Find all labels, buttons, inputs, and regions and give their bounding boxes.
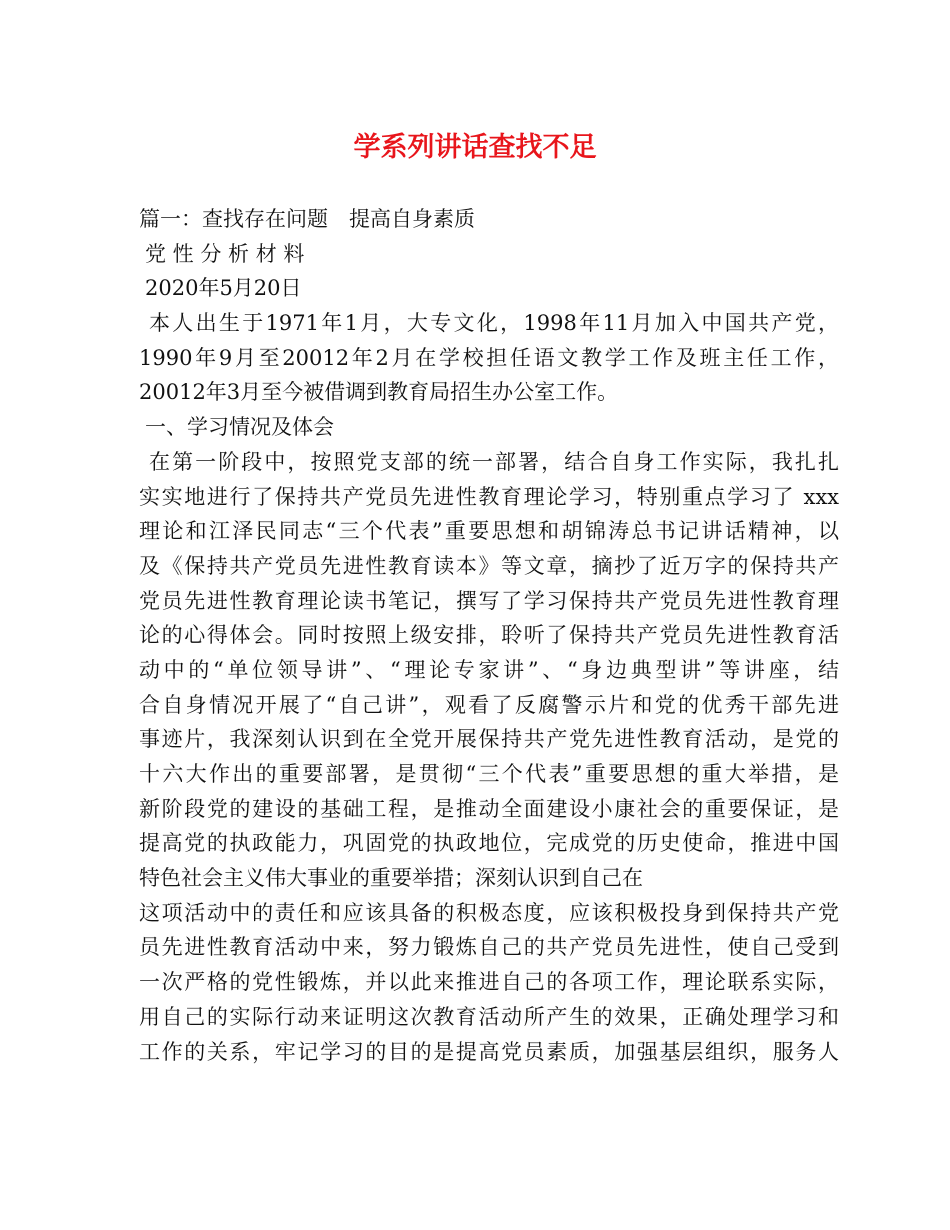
text-line: 本人出生于1971年1月，大专文化，1998年11月加入中国共产党， [149,311,839,336]
text-line: 一次严格的党性锻炼，并以此来推进自己的各项工作，理论联系实际， [139,970,839,995]
text-line: 篇一：查找存在问题 提高自身素质 [139,207,475,231]
text-line: 论的心得体会。同时按照上级安排，聆听了保持共产党员先进性教育活 [139,623,839,648]
text-line: 员先进性教育活动中来，努力锻炼自己的共产党员先进性，使自己受到 [139,935,839,960]
text-line: 实实地进行了保持共产党员先进性教育理论学习，特别重点学习了 xxx [139,484,839,509]
text-line: 用自己的实际行动来证明这次教育活动所产生的效果，正确处理学习和 [139,1004,839,1029]
text-line: 事迹片，我深刻认识到在全党开展保持共产党先进性教育活动，是党的 [139,727,839,752]
text-line: 新阶段党的建设的基础工程，是推动全面建设小康社会的重要保证，是 [139,796,839,821]
text-line: 理论和江泽民同志“三个代表”重要思想和胡锦涛总书记讲话精神，以 [139,519,839,544]
text-line: 党 性 分 析 材 料 [145,241,305,266]
text-line: 合自身情况开展了“自己讲”，观看了反腐警示片和党的优秀干部先进 [139,692,839,717]
text-line: 十六大作出的重要部署，是贯彻“三个代表”重要思想的重大举措，是 [139,762,839,786]
text-line: 2020年5月20日 [145,276,302,301]
text-line: 及《保持共产党员先进性教育读本》等文章，摘抄了近万字的保持共产 [139,553,839,578]
text-line: 一、学习情况及体会 [145,415,334,440]
text-line: 提高党的执政能力，巩固党的执政地位，完成党的历史使命，推进中国 [139,831,839,856]
text-line: 党员先进性教育理论读书笔记，撰写了学习保持共产党员先进性教育理 [139,588,839,613]
document-body [139,202,839,1069]
text-line: 这项活动中的责任和应该具备的积极态度，应该积极投身到保持共产党 [139,900,839,925]
text-line: 工作的关系，牢记学习的目的是提高党员素质，加强基层组织，服务人 [139,1039,839,1064]
text-line: 在第一阶段中，按照党支部的统一部署，结合自身工作实际，我扎扎 [149,449,839,474]
text-line: 特色社会主义伟大事业的重要举措；深刻认识到自己在 [139,866,643,891]
document-title: 学系列讲话查找不足 [353,132,597,163]
text-line: 1990年9月至20012年2月在学校担任语文教学工作及班主任工作， [139,345,839,370]
text-line: 动中的“单位领导讲”、“理论专家讲”、“身边典型讲”等讲座，结 [139,657,839,682]
text-line: 20012年3月至今被借调到教育局招生办公室工作。 [139,380,619,405]
